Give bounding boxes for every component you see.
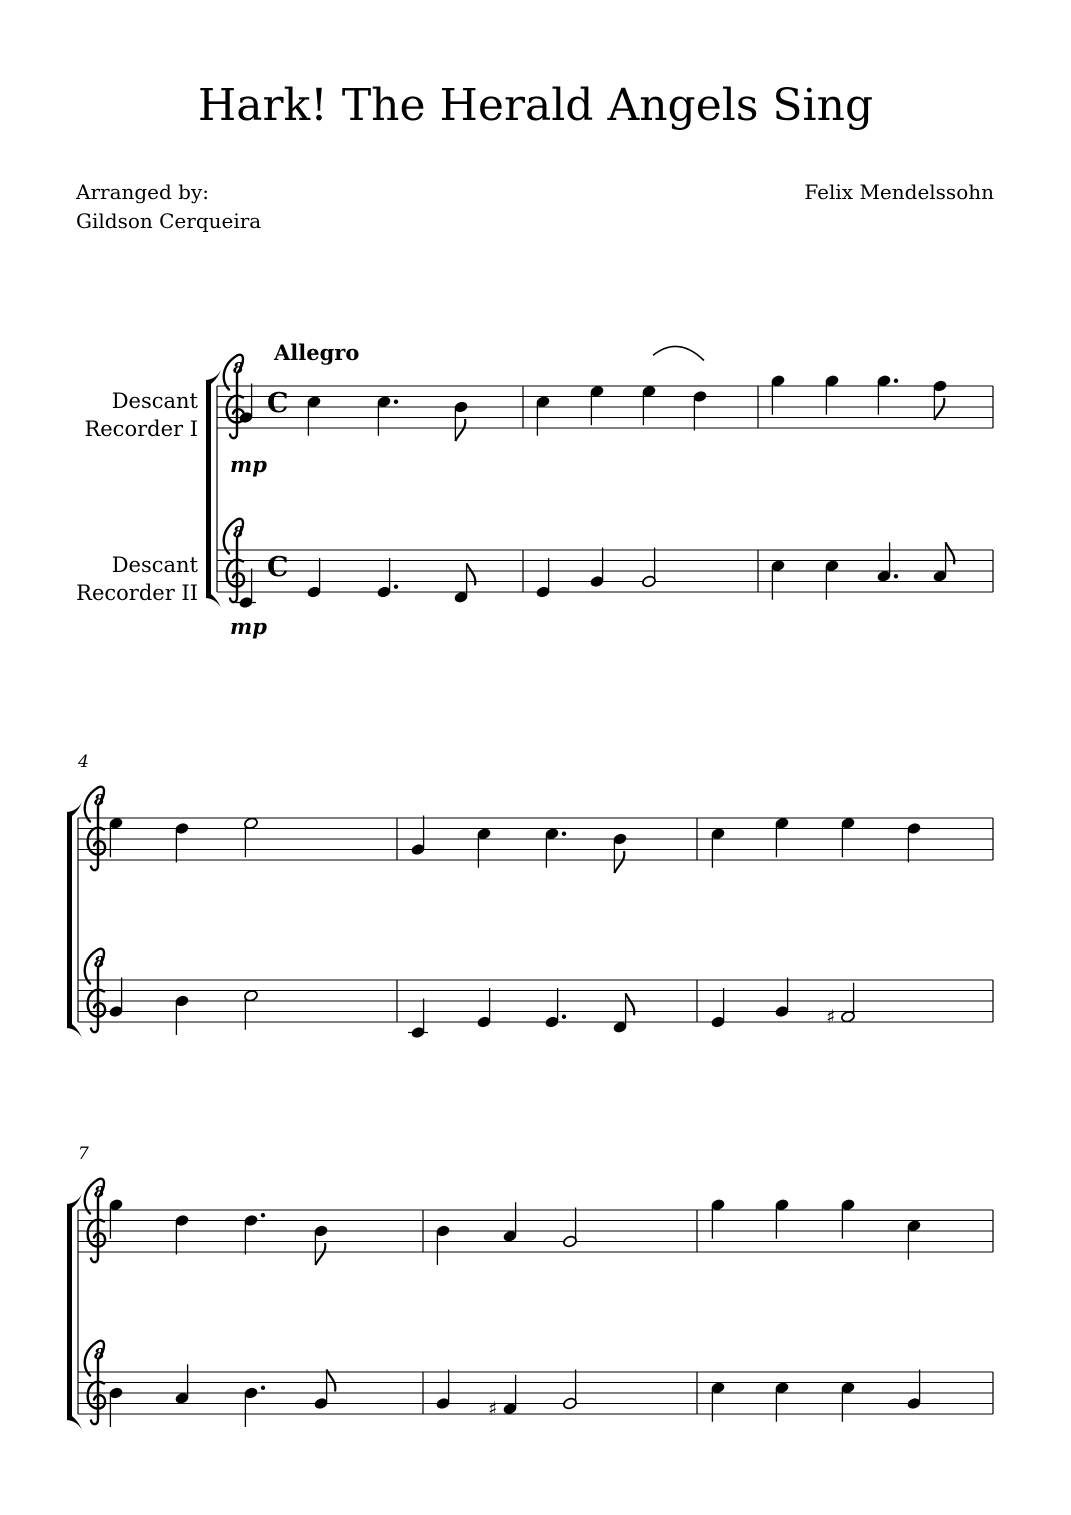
time-signature: C xyxy=(267,388,289,419)
staff-bracket xyxy=(67,1204,72,1420)
augmentation-dot xyxy=(261,1213,265,1217)
measure-number: 7 xyxy=(78,1144,89,1164)
arranger-label: Arranged by: xyxy=(76,180,210,204)
instrument-name-line: Descant xyxy=(111,389,198,413)
augmentation-dot xyxy=(261,1386,265,1390)
octave-marking: 8 xyxy=(94,1345,105,1363)
note-flag xyxy=(455,419,465,441)
note-flag xyxy=(327,1370,336,1392)
note-flag xyxy=(315,1243,325,1265)
staff-bracket xyxy=(67,812,72,1028)
octave-marking: 8 xyxy=(94,953,105,971)
note-flag xyxy=(614,851,624,873)
sharp-icon: ♯ xyxy=(488,1397,498,1420)
augmentation-dot xyxy=(562,832,566,836)
dynamic-marking: mp xyxy=(230,452,267,477)
dynamic-marking: mp xyxy=(230,614,267,639)
instrument-name-line: Recorder I xyxy=(84,417,198,441)
time-signature: C xyxy=(267,552,289,583)
measure-number: 4 xyxy=(78,752,89,772)
score-title: Hark! The Herald Angels Sing xyxy=(197,80,874,131)
sharp-icon: ♯ xyxy=(826,1005,836,1028)
staff-bracket xyxy=(206,380,211,598)
tempo-marking: Allegro xyxy=(274,340,360,365)
arranger-name: Gildson Cerqueira xyxy=(76,209,262,233)
augmentation-dot xyxy=(894,379,898,383)
note-flag xyxy=(934,398,944,420)
augmentation-dot xyxy=(394,585,398,589)
instrument-name-line: Recorder II xyxy=(76,581,198,605)
octave-marking: 8 xyxy=(233,523,244,541)
octave-marking: 8 xyxy=(94,791,105,809)
instrument-name-line: Descant xyxy=(111,553,198,577)
augmentation-dot xyxy=(894,574,898,578)
augmentation-dot xyxy=(394,400,398,404)
slur xyxy=(653,346,704,360)
octave-marking: 8 xyxy=(233,359,244,377)
augmentation-dot xyxy=(562,1015,566,1019)
composer-name: Felix Mendelssohn xyxy=(804,180,994,204)
octave-marking: 8 xyxy=(94,1183,105,1201)
